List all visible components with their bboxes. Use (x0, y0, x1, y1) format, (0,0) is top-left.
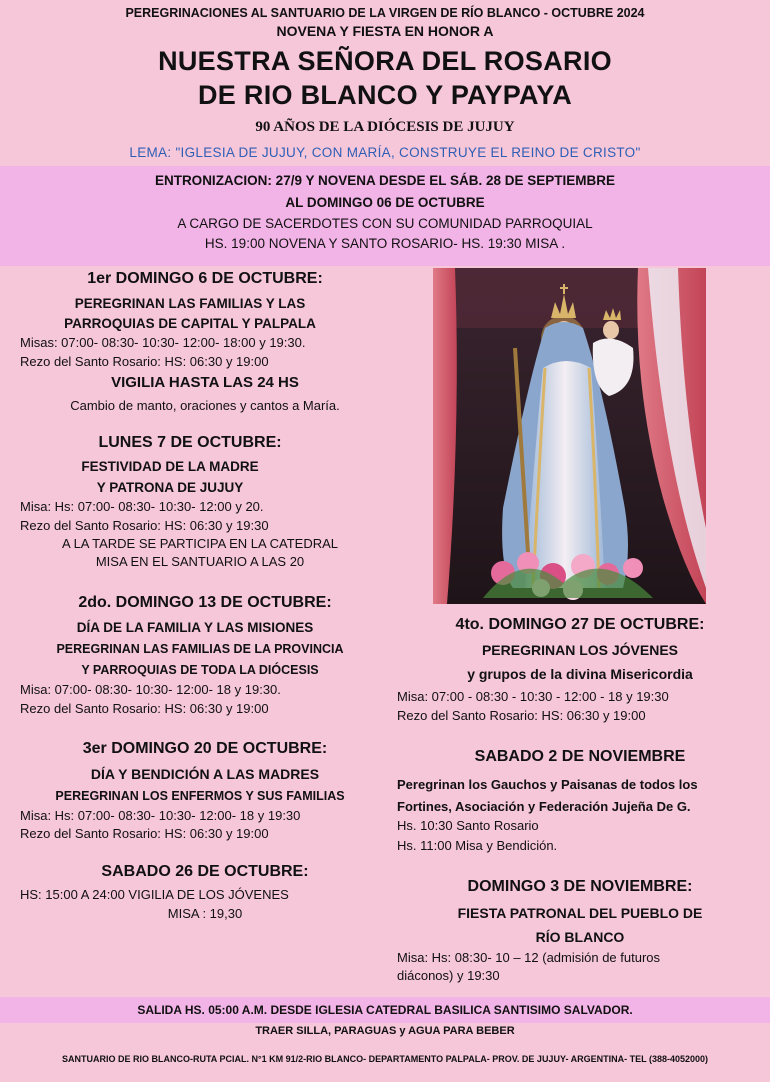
day1-misas: Misas: 07:00- 08:30- 10:30- 12:00- 18:00 y 19:30. (20, 335, 306, 350)
day5-title: SABADO 26 DE OCTUBRE: (101, 863, 309, 880)
day3-rezo: Rezo del Santo Rosario: HS: 06:30 y 19:00 (20, 701, 269, 716)
day5-hs: HS: 15:00 A 24:00 VIGILIA DE LOS JÓVENES (20, 887, 289, 902)
day2-misa-santuario: MISA EN EL SANTUARIO A LAS 20 (95, 554, 305, 569)
day7-hs-1: Hs. 10:30 Santo Rosario (397, 818, 539, 833)
banner-line-2: AL DOMINGO 06 DE OCTUBRE (285, 195, 485, 210)
day6-sub-1: PEREGRINAN LOS JÓVENES (481, 642, 679, 658)
day4-rezo: Rezo del Santo Rosario: HS: 06:30 y 19:00 (20, 826, 269, 841)
novena-banner (0, 166, 770, 266)
footer-salida: SALIDA HS. 05:00 A.M. DESDE IGLESIA CATEDRAL BASILICA SANTISIMO SALVADOR. (137, 1003, 633, 1017)
main-title-line-2: DE RIO BLANCO Y PAYPAYA (197, 80, 573, 110)
day2-sub-1: FESTIVIDAD DE LA MADRE (81, 459, 259, 474)
day6-sub-2: y grupos de la divina Misericordia (467, 666, 693, 682)
day5-misa: MISA : 19,30 (167, 906, 243, 921)
day1-sub-1: PEREGRINAN LAS FAMILIAS Y LAS (74, 296, 306, 311)
day4-misa: Misa: Hs: 07:00- 08:30- 10:30- 12:00- 18 y 19:30 (20, 808, 301, 823)
day7-sub-2: Fortines, Asociación y Federación Jujeña De G. (397, 799, 691, 814)
day2-sub-2: Y PATRONA DE JUJUY (96, 480, 244, 495)
day4-title: 3er DOMINGO 20 DE OCTUBRE: (82, 740, 328, 757)
day7-sub-1: Peregrinan los Gauchos y Paisanas de todos los (397, 777, 698, 792)
top-tagline: PEREGRINACIONES AL SANTUARIO DE LA VIRGEN DE RÍO BLANCO - OCTUBRE 2024 (125, 6, 645, 20)
day2-title: LUNES 7 DE OCTUBRE: (98, 434, 282, 451)
banner-line-4: HS. 19:00 NOVENA Y SANTO ROSARIO- HS. 19:30 MISA . (204, 236, 566, 251)
day3-sub-1: DÍA DE LA FAMILIA Y LAS MISIONES (76, 620, 314, 635)
virgin-statue-image (433, 268, 706, 604)
day8-title: DOMINGO 3 DE NOVIEMBRE: (467, 878, 693, 895)
day6-misa: Misa: 07:00 - 08:30 - 10:30 - 12:00 - 18 y 19:30 (397, 689, 669, 704)
day8-sub-2: RÍO BLANCO (535, 929, 625, 945)
day6-rezo: Rezo del Santo Rosario: HS: 06:30 y 19:00 (397, 708, 646, 723)
day1-vigilia: VIGILIA HASTA LAS 24 HS (111, 374, 299, 391)
banner-line-3: A CARGO DE SACERDOTES CON SU COMUNIDAD PARROQUIAL (177, 216, 593, 231)
banner-line-1: ENTRONIZACION: 27/9 Y NOVENA DESDE EL SÁB. 28 DE SEPTIEMBRE (154, 173, 616, 188)
day3-title: 2do. DOMINGO 13 DE OCTUBRE: (78, 594, 332, 611)
virgin-statue-illustration (433, 268, 706, 604)
day1-title: 1er DOMINGO 6 DE OCTUBRE: (87, 270, 323, 287)
novena-heading: NOVENA Y FIESTA EN HONOR A (276, 23, 494, 39)
footer-address: SANTUARIO DE RIO BLANCO-RUTA PCIAL. N°1 KM 91/2-RIO BLANCO- DEPARTAMENTO PALPALA- PROV. DE JUJUY- ARGENTINA- TEL (388-4052000) (61, 1054, 708, 1064)
day3-sub-3: Y PARROQUIAS DE TODA LA DIÓCESIS (81, 663, 319, 677)
day8-misa-2: diáconos) y 19:30 (397, 968, 500, 983)
day3-misa: Misa: 07:00- 08:30- 10:30- 12:00- 18 y 19:30. (20, 682, 281, 697)
day3-sub-2: PEREGRINAN LAS FAMILIAS DE LA PROVINCIA (56, 642, 344, 656)
day6-title: 4to. DOMINGO 27 DE OCTUBRE: (455, 616, 705, 633)
day8-misa-1: Misa: Hs: 08:30- 10 – 12 (admisión de futuros (397, 950, 661, 965)
day2-misa: Misa: Hs: 07:00- 08:30- 10:30- 12:00 y 20. (20, 499, 264, 514)
day1-rezo: Rezo del Santo Rosario: HS: 06:30 y 19:00 (20, 354, 269, 369)
anniversary-subtitle: 90 AÑOS DE LA DIÓCESIS DE JUJUY (255, 119, 515, 135)
lema-text: LEMA: "IGLESIA DE JUJUY, CON MARÍA, CONSTRUYE EL REINO DE CRISTO" (129, 145, 641, 160)
day2-tarde: A LA TARDE SE PARTICIPA EN LA CATEDRAL (62, 536, 338, 551)
day4-sub-2: PEREGRINAN LOS ENFERMOS Y SUS FAMILIAS (55, 789, 345, 803)
day7-title: SABADO 2 DE NOVIEMBRE (474, 748, 686, 765)
main-title-line-1: NUESTRA SEÑORA DEL ROSARIO (158, 46, 612, 76)
footer-traer: TRAER SILLA, PARAGUAS y AGUA PARA BEBER (255, 1025, 515, 1037)
day8-sub-1: FIESTA PATRONAL DEL PUEBLO DE (457, 905, 703, 921)
day2-rezo: Rezo del Santo Rosario: HS: 06:30 y 19:30 (20, 518, 269, 533)
day7-hs-2: Hs. 11:00 Misa y Bendición. (397, 838, 558, 853)
day1-cambio: Cambio de manto, oraciones y cantos a María. (70, 398, 340, 413)
day1-sub-2: PARROQUIAS DE CAPITAL Y PALPALA (64, 316, 316, 331)
day4-sub-1: DÍA Y BENDICIÓN A LAS MADRES (90, 766, 320, 782)
